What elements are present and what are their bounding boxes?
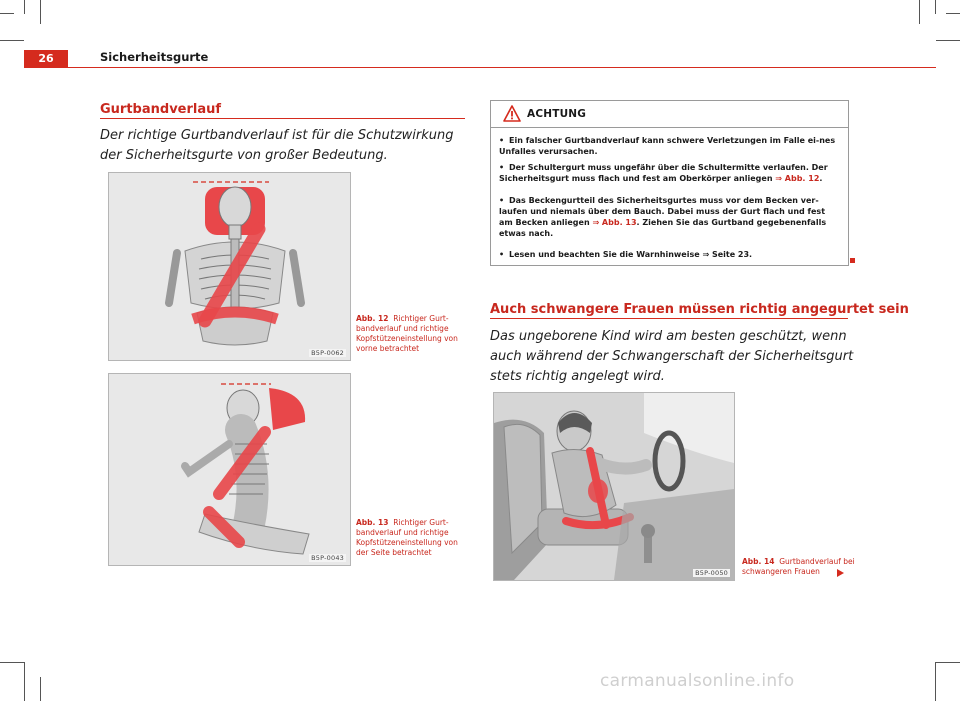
section-rule bbox=[100, 118, 465, 119]
warning-triangle-icon bbox=[503, 105, 521, 122]
crop-mark bbox=[0, 40, 24, 41]
warning-item-text: Der Schultergurt muss ungefähr über die Schultermitte verlaufen. Der Sicherheitsgurt muss flach und fest am Oberkörper anliegen bbox=[499, 163, 828, 183]
warning-item-text: Lesen und beachten Sie die Warnhinweise ⇒ Seite 23. bbox=[509, 250, 753, 259]
chapter-title: Sicherheitsgurte bbox=[100, 50, 209, 64]
warning-item-text: . Ziehen Sie das Gurtband gegebenenfalls etwas nach. bbox=[499, 218, 827, 238]
warning-item: • Lesen und beachten Sie die Warnhinweise ⇒ Seite 23. bbox=[499, 250, 753, 259]
figure-code: B5P-0050 bbox=[695, 569, 728, 577]
figure-code: B5P-0043 bbox=[311, 554, 344, 562]
crop-mark bbox=[40, 677, 41, 701]
warning-title: ACHTUNG bbox=[527, 108, 587, 120]
caption-text: Richtiger Gurt-bandverlauf und richtige Kopfstützeneinstellung von der Seite betrachtet bbox=[356, 518, 458, 557]
crop-mark bbox=[24, 662, 25, 701]
crop-mark bbox=[936, 662, 960, 663]
crop-mark bbox=[40, 0, 41, 24]
crop-mark bbox=[919, 0, 920, 24]
warning-item-text: Ein falscher Gurtbandverlauf kann schwere Verletzungen im Falle ei-nes Unfalles verursachen. bbox=[499, 136, 836, 156]
warning-item: • Das Beckengurtteil des Sicherheitsgurtes muss vor dem Becken ver-laufen und niemals über dem Bauch. Dabei muss der Gurt flach und fest am Becken anliegen ⇒ Abb. 13. Ziehen Sie das Gurtband gegebenenfalls etwas nach. bbox=[499, 196, 827, 238]
crop-mark bbox=[936, 40, 960, 41]
figure-13 bbox=[108, 373, 351, 566]
continue-arrow-icon bbox=[836, 568, 845, 578]
figure-14 bbox=[493, 392, 735, 581]
seatbelt-side-illustration bbox=[109, 374, 350, 565]
warning-item-text: Das Beckengurtteil des Sicherheitsgurtes muss vor dem Becken ver-laufen und niemals über dem Bauch. Dabei muss der Gurt flach und fest am Becken anliegen bbox=[499, 196, 826, 227]
figure-12-caption bbox=[356, 314, 464, 354]
warning-box bbox=[490, 100, 849, 266]
caption-number: Abb. 14 bbox=[742, 557, 775, 566]
caption-text: Gurtbandverlauf bei schwangeren Frauen bbox=[742, 557, 855, 576]
crop-mark bbox=[0, 662, 24, 663]
caption-number: Abb. 13 bbox=[356, 518, 389, 527]
warning-item-text: . bbox=[819, 174, 823, 183]
caption-number: Abb. 12 bbox=[356, 314, 389, 323]
figure-reference-link[interactable]: ⇒ Abb. 13 bbox=[592, 218, 637, 227]
lead-paragraph: Das ungeborene Kind wird am besten geschützt, wenn auch während der Schwangerschaft der Sicherheitsgurt stets richtig angelegt wird. bbox=[490, 329, 854, 384]
lead-paragraph: Der richtige Gurtbandverlauf ist für die Schutzwirkung der Sicherheitsgurte von großer Bedeutung. bbox=[100, 128, 454, 163]
crop-mark bbox=[0, 13, 14, 14]
seatbelt-front-illustration bbox=[109, 173, 350, 360]
caption-text: Richtiger Gurt-bandverlauf und richtige Kopfstützeneinstellung von vorne betrachtet bbox=[356, 314, 458, 353]
figure-12 bbox=[108, 172, 351, 361]
section-title-schwangere: Auch schwangere Frauen müssen richtig angegurtet sein bbox=[490, 302, 909, 317]
section-rule bbox=[490, 318, 848, 319]
crop-mark bbox=[24, 0, 25, 14]
figure-13-caption bbox=[356, 518, 464, 558]
pregnant-woman-seatbelt-illustration bbox=[494, 393, 734, 580]
figure-code: B5P-0062 bbox=[311, 349, 344, 357]
crop-mark bbox=[946, 13, 960, 14]
header-rule bbox=[24, 67, 936, 68]
page-number: 26 bbox=[24, 50, 68, 67]
section-title-gurtbandverlauf: Gurtbandverlauf bbox=[100, 102, 222, 117]
watermark: carmanualsonline.info bbox=[600, 671, 795, 691]
crop-mark bbox=[935, 662, 936, 701]
crop-mark bbox=[935, 0, 936, 14]
warning-item: • Ein falscher Gurtbandverlauf kann schwere Verletzungen im Falle ei-nes Unfalles verursachen. bbox=[499, 136, 836, 156]
warning-header bbox=[491, 101, 848, 128]
warning-item: • Der Schultergurt muss ungefähr über die Schultermitte verlaufen. Der Sicherheitsgurt muss flach und fest am Oberkörper anliegen ⇒ Abb. 12. bbox=[499, 163, 828, 183]
section-end-mark bbox=[850, 258, 855, 263]
figure-reference-link[interactable]: ⇒ Abb. 12 bbox=[775, 174, 820, 183]
